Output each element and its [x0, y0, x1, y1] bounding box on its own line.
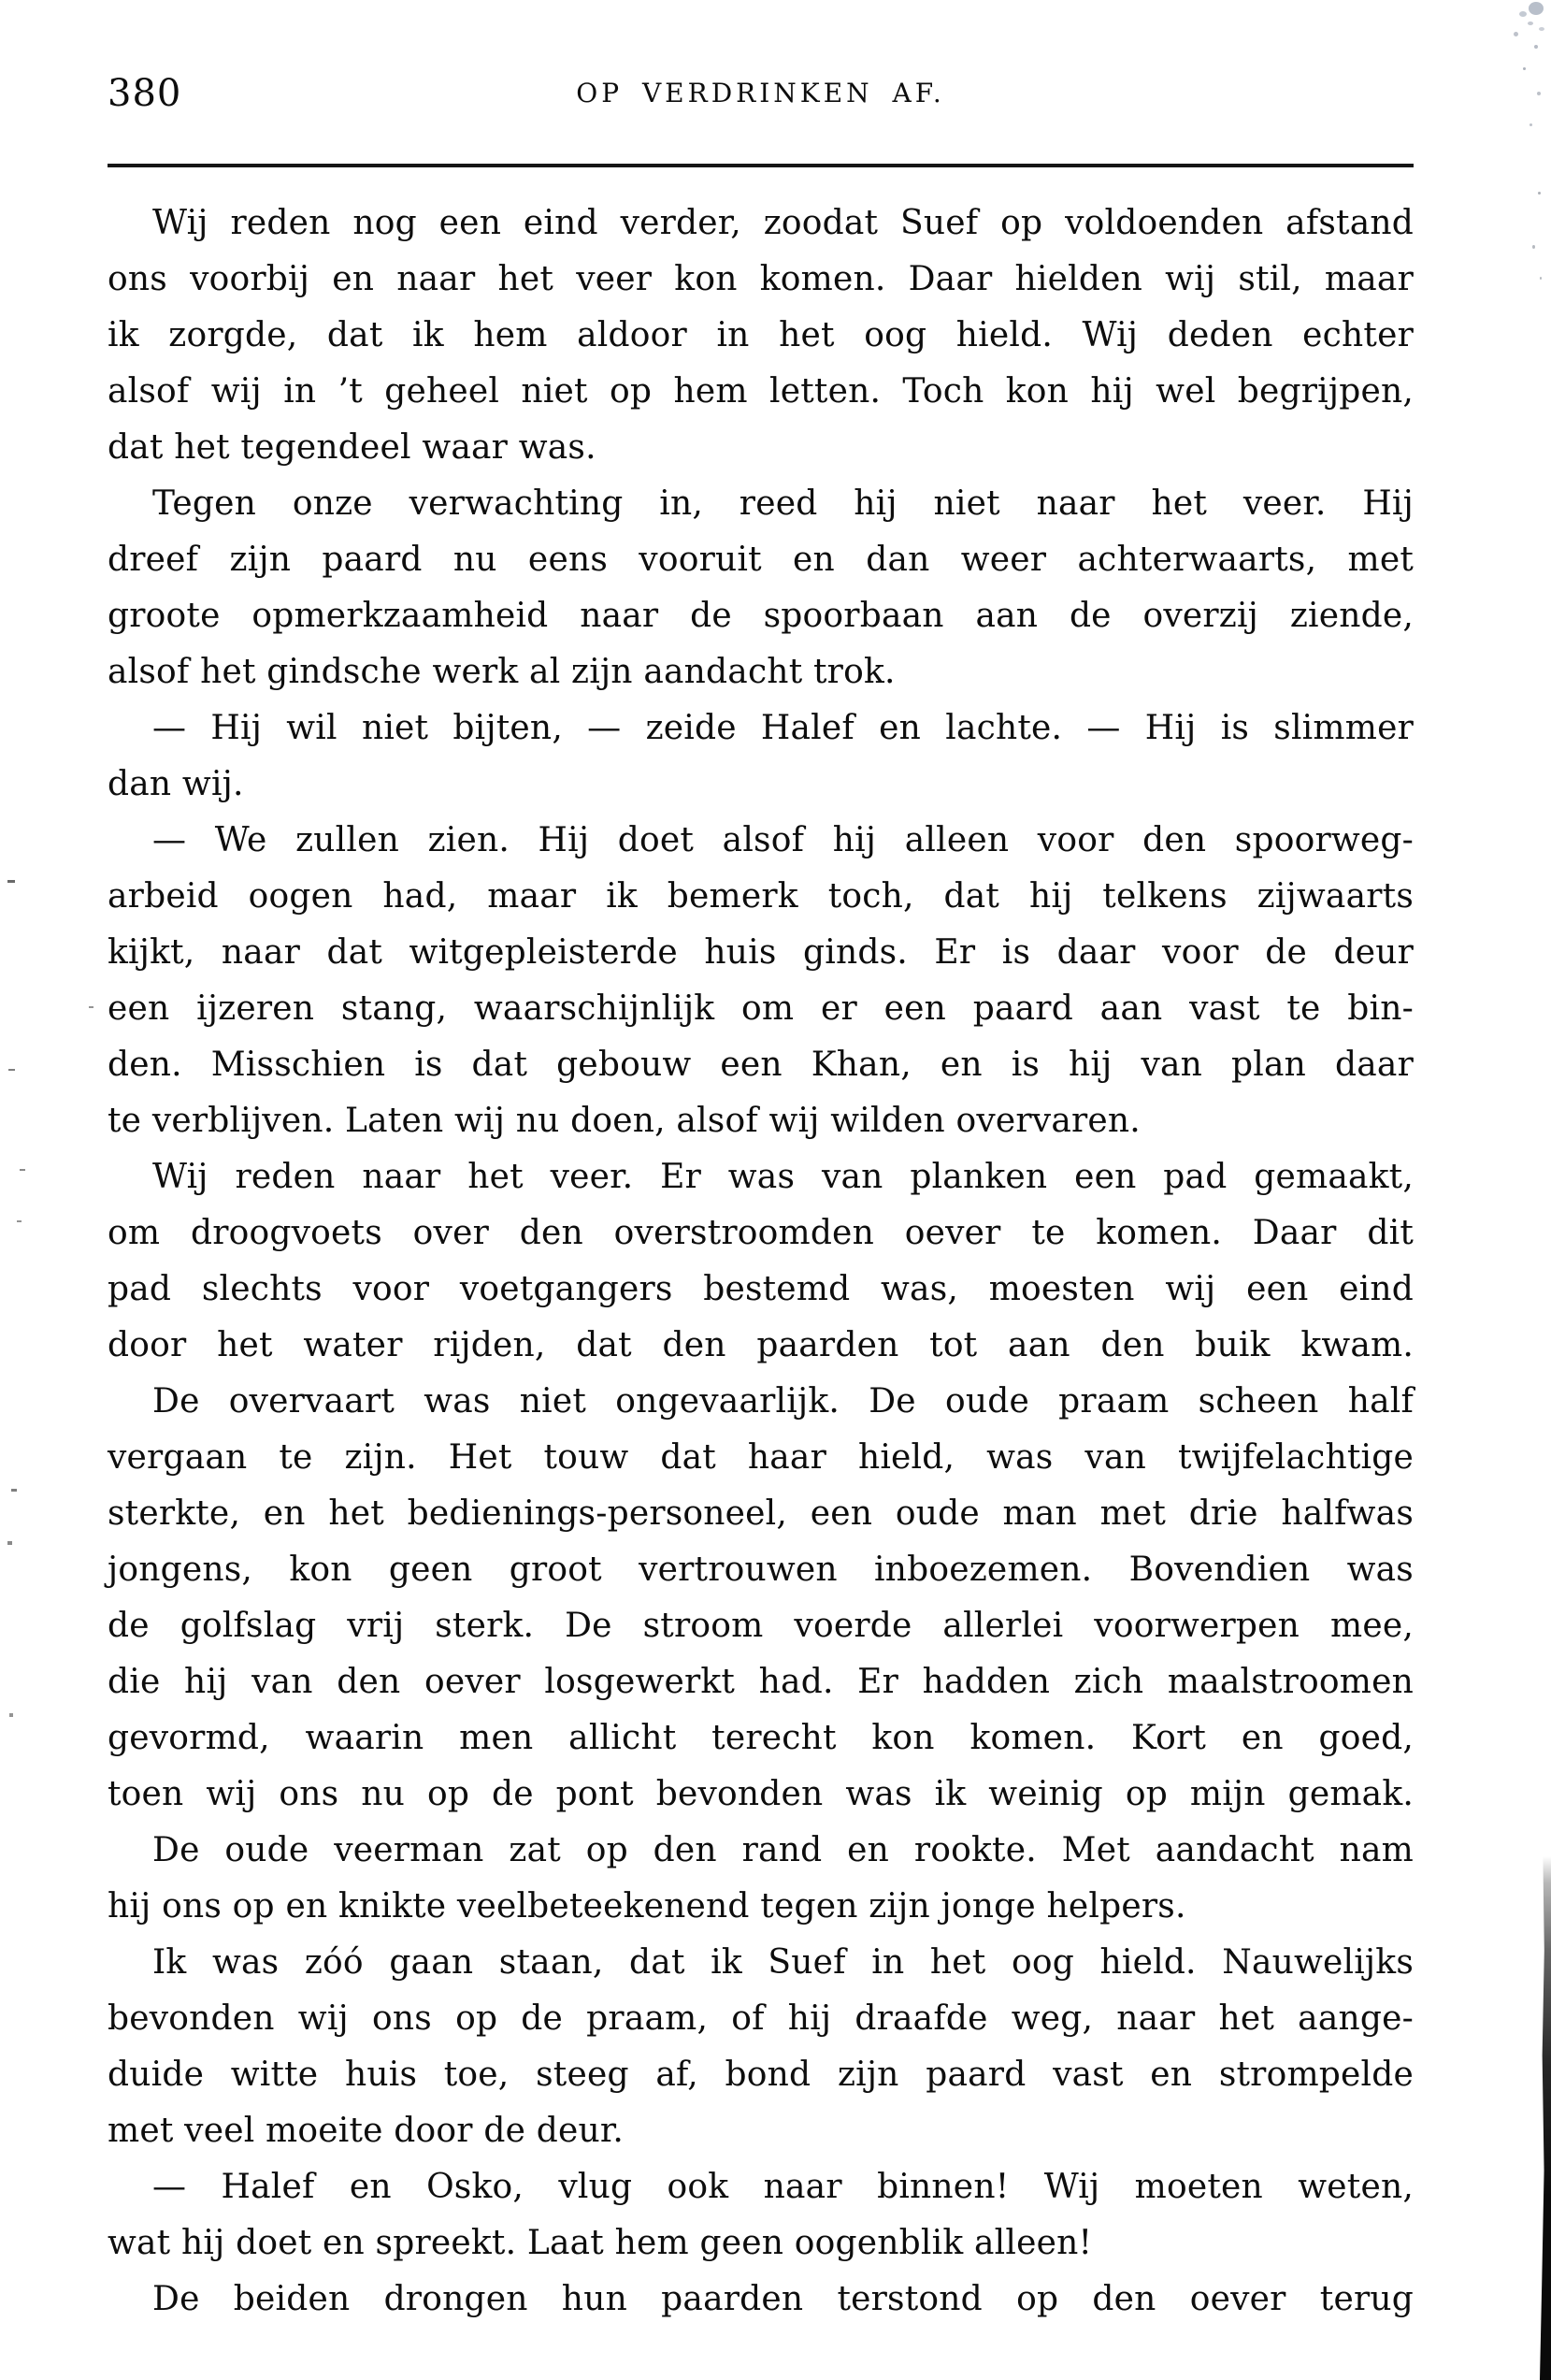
text-line: vergaan te zijn. Het touw dat haar hield, was van twijfelachtige	[108, 1438, 1414, 1477]
page-header	[108, 65, 1414, 122]
page-text	[108, 195, 1414, 2328]
text-line: te verblijven. Laten wij nu doen, alsof wij wilden overvaren.	[108, 1102, 1141, 1140]
text-line: kijkt, naar dat witgepleisterde huis ginds. Er is daar voor de deur	[108, 933, 1414, 972]
text-line: De oude veerman zat op den rand en rookte. Met aandacht nam	[152, 1831, 1414, 1869]
text-line: de golfslag vrij sterk. De stroom voerde allerlei voorwerpen mee,	[108, 1607, 1414, 1645]
text-line: sterkte, en het bedienings-personeel, een oude man met drie halfwas	[108, 1494, 1414, 1533]
text-line: den. Misschien is dat gebouw een Khan, en is hij van plan daar	[108, 1046, 1414, 1084]
scan-speckle	[7, 880, 15, 883]
page-number: 380	[108, 72, 182, 115]
running-header: OP VERDRINKEN AF.	[576, 78, 945, 108]
text-line: Wij reden nog een eind verder, zoodat Suef op voldoenden afstand	[152, 204, 1414, 242]
text-line: Ik was zóó gaan staan, dat ik Suef in het oog hield. Nauwelijks	[152, 1943, 1414, 1982]
text-line: pad slechts voor voetgangers bestemd was, moesten wij een eind	[108, 1270, 1414, 1308]
scan-speckle	[8, 1069, 15, 1071]
scan-speckle	[9, 1713, 13, 1717]
text-line: gevormd, waarin men allicht terecht kon komen. Kort en goed,	[108, 1719, 1414, 1757]
text-line: alsof het gindsche werk al zijn aandacht trok.	[108, 653, 896, 691]
text-line: wat hij doet en spreekt. Laat hem geen oogenblik alleen!	[108, 2224, 1093, 2262]
scan-speckle	[7, 1541, 12, 1545]
scan-speckle	[11, 1489, 17, 1492]
text-line: Tegen onze verwachting in, reed hij niet naar het veer. Hij	[152, 484, 1414, 523]
text-line: alsof wij in ’t geheel niet op hem letten. Toch kon hij wel begrijpen,	[108, 372, 1414, 411]
text-line: die hij van den oever losgewerkt had. Er hadden zich maalstroomen	[108, 1663, 1414, 1701]
text-line: Wij reden naar het veer. Er was van planken een pad gemaakt,	[152, 1158, 1414, 1196]
text-line: dat het tegendeel waar was.	[108, 428, 596, 467]
text-line: dreef zijn paard nu eens vooruit en dan weer achterwaarts, met	[108, 541, 1414, 579]
text-line: De overvaart was niet ongevaarlijk. De oude praam scheen half	[152, 1382, 1414, 1421]
text-line: hij ons op en knikte veelbeteekenend tegen zijn jonge helpers.	[108, 1887, 1186, 1926]
text-line: arbeid oogen had, maar ik bemerk toch, dat hij telkens zijwaarts	[108, 877, 1414, 916]
text-line: bevonden wij ons op de praam, of hij draafde weg, naar het aange-	[108, 1999, 1414, 2038]
scan-speckle	[89, 1006, 93, 1008]
text-line: duide witte huis toe, steeg af, bond zijn paard vast en strompelde	[108, 2055, 1414, 2094]
text-line: een ijzeren stang, waarschijnlijk om er een paard aan vast te bin-	[108, 989, 1414, 1028]
text-line: ik zorgde, dat ik hem aldoor in het oog hield. Wij deden echter	[108, 316, 1414, 354]
text-line: dan wij.	[108, 765, 244, 803]
scan-speckle	[17, 1220, 22, 1222]
text-line: om droogvoets over den overstroomden oever te komen. Daar dit	[108, 1214, 1414, 1252]
text-line: met veel moeite door de deur.	[108, 2112, 624, 2150]
text-line: De beiden drongen hun paarden terstond op den oever terug	[152, 2280, 1414, 2318]
text-line: — Hij wil niet bijten, — zeide Halef en lachte. — Hij is slimmer	[152, 709, 1414, 747]
text-line: toen wij ons nu op de pont bevonden was ik weinig op mijn gemak.	[108, 1775, 1414, 1813]
header-rule	[108, 164, 1414, 167]
scan-speckle	[20, 1169, 25, 1171]
text-line: door het water rijden, dat den paarden tot aan den buik kwam.	[108, 1326, 1414, 1364]
text-line: ons voorbij en naar het veer kon komen. Daar hielden wij stil, maar	[108, 260, 1414, 298]
text-line: groote opmerkzaamheid naar de spoorbaan aan de overzij ziende,	[108, 597, 1414, 635]
page-content	[108, 0, 1414, 2328]
scan-edge-artifact	[1540, 1856, 1551, 2380]
text-line: — We zullen zien. Hij doet alsof hij alleen voor den spoorweg-	[152, 821, 1414, 859]
text-line: — Halef en Osko, vlug ook naar binnen! Wij moeten weten,	[152, 2168, 1414, 2206]
scan-noise-corner	[1486, 0, 1551, 299]
text-line: jongens, kon geen groot vertrouwen inboezemen. Bovendien was	[108, 1551, 1414, 1589]
